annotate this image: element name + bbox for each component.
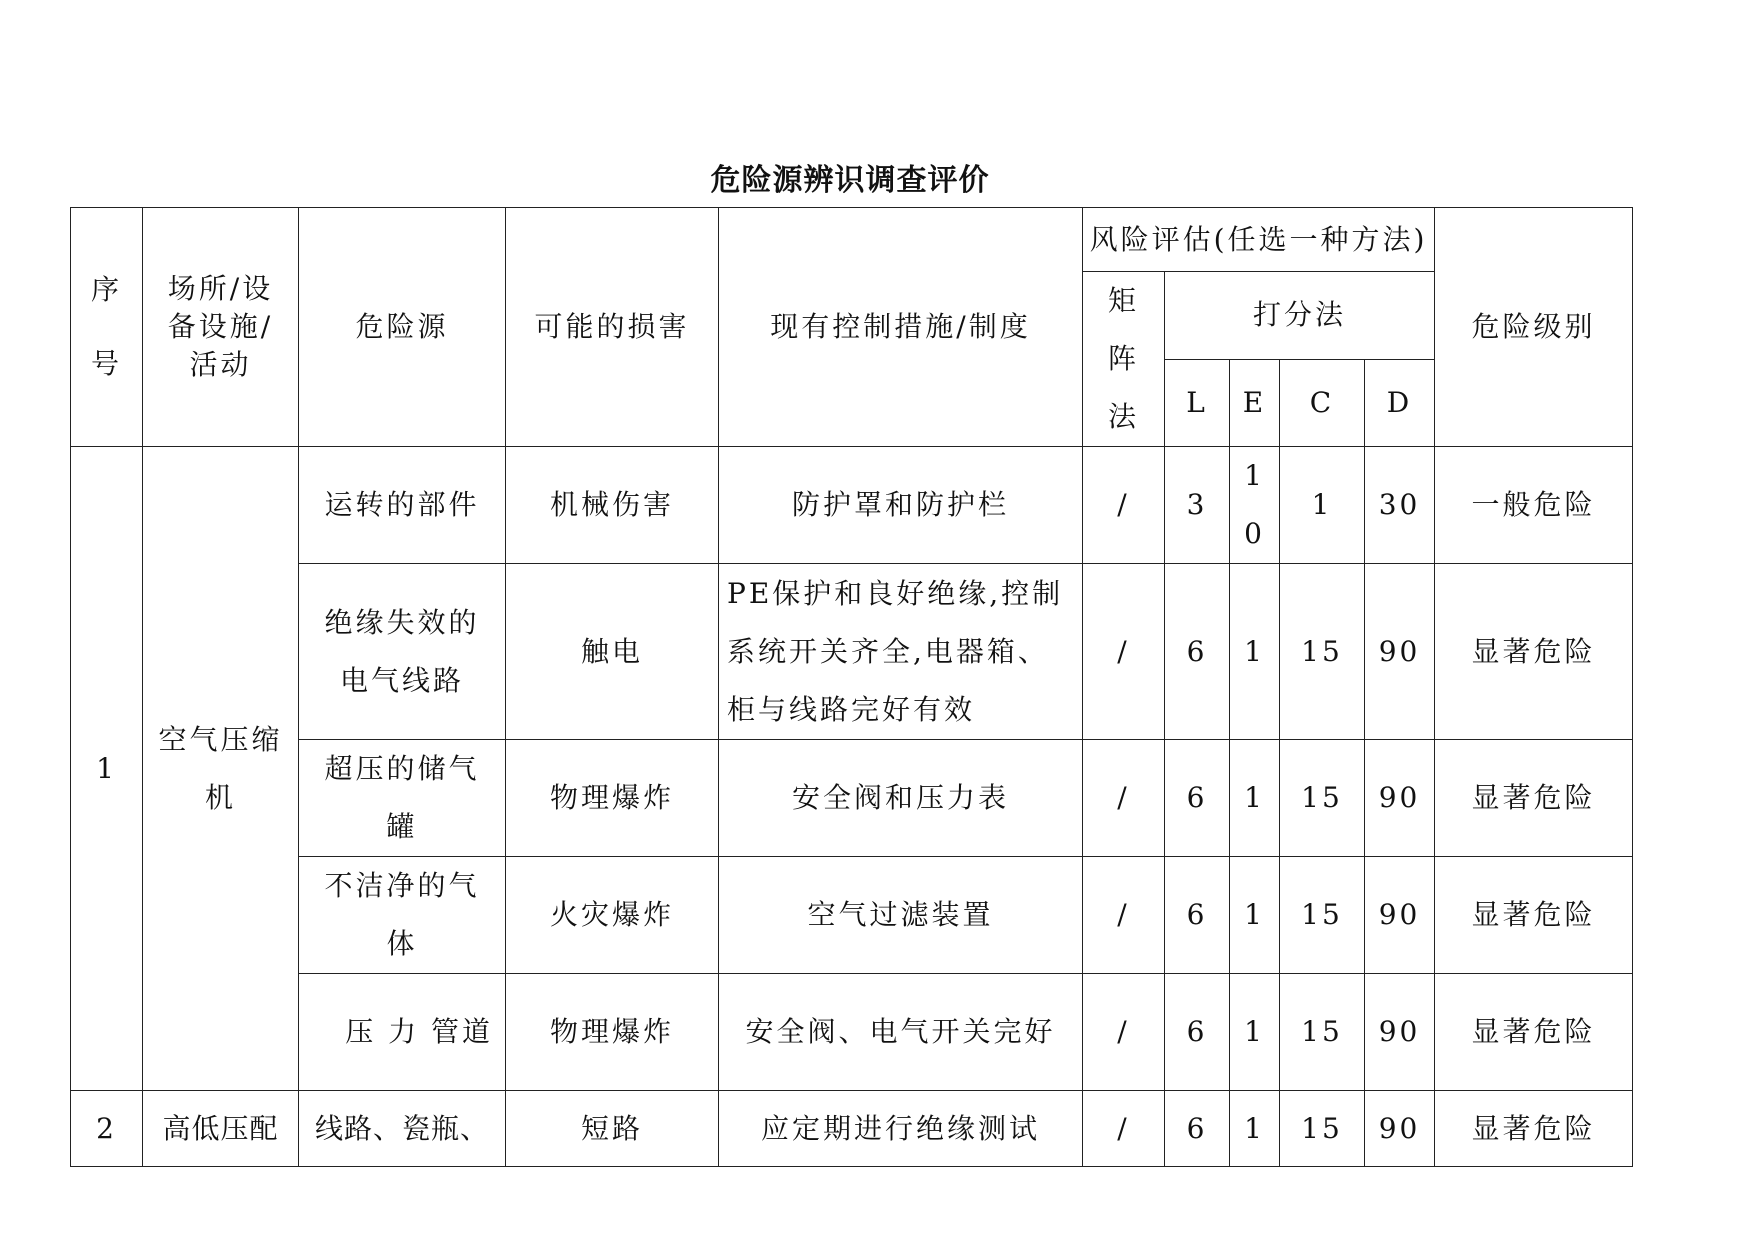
header-scoring: 打分法	[1165, 272, 1435, 360]
cell-matrix: /	[1083, 1091, 1165, 1167]
table-row	[71, 447, 1633, 564]
cell-level: 显著危险	[1435, 740, 1633, 857]
cell-matrix: /	[1083, 564, 1165, 740]
cell-hazard: 不洁净的气体	[299, 857, 506, 974]
header-harm: 可能的损害	[506, 208, 719, 447]
header-control: 现有控制措施/制度	[719, 208, 1083, 447]
cell-D: 90	[1365, 974, 1435, 1091]
cell-E: 1	[1230, 740, 1280, 857]
cell-harm: 触电	[506, 564, 719, 740]
header-place: 场所/设备设施/活动	[143, 208, 299, 447]
cell-L: 3	[1165, 447, 1230, 564]
cell-hazard: 运转的部件	[299, 447, 506, 564]
cell-hazard: 线路、瓷瓶、	[299, 1091, 506, 1167]
header-seq: 序号	[71, 208, 143, 447]
cell-harm: 物理爆炸	[506, 740, 719, 857]
cell-place: 高低压配	[143, 1091, 299, 1167]
cell-harm: 机械伤害	[506, 447, 719, 564]
cell-place: 空气压缩机	[143, 447, 299, 1091]
cell-C: 1	[1280, 447, 1365, 564]
cell-hazard: 超压的储气罐	[299, 740, 506, 857]
cell-control: 空气过滤装置	[719, 857, 1083, 974]
cell-E: 10	[1230, 447, 1280, 564]
cell-L: 6	[1165, 974, 1230, 1091]
cell-D: 90	[1365, 564, 1435, 740]
table-row	[71, 857, 1633, 974]
cell-D: 30	[1365, 447, 1435, 564]
document-title: 危险源辨识调查评价	[710, 163, 990, 198]
cell-matrix: /	[1083, 740, 1165, 857]
header-E: E	[1230, 359, 1280, 447]
header-row-1	[71, 208, 1633, 272]
cell-E: 1	[1230, 857, 1280, 974]
table-row	[71, 740, 1633, 857]
cell-L: 6	[1165, 1091, 1230, 1167]
header-C: C	[1280, 359, 1365, 447]
cell-seq: 1	[71, 447, 143, 1091]
cell-control: 应定期进行绝缘测试	[719, 1091, 1083, 1167]
cell-L: 6	[1165, 857, 1230, 974]
cell-control: PE保护和良好绝缘,控制系统开关齐全,电器箱、柜与线路完好有效	[719, 564, 1083, 740]
cell-E: 1	[1230, 1091, 1280, 1167]
cell-harm: 短路	[506, 1091, 719, 1167]
cell-level: 显著危险	[1435, 564, 1633, 740]
cell-harm: 物理爆炸	[506, 974, 719, 1091]
cell-matrix: /	[1083, 974, 1165, 1091]
cell-matrix: /	[1083, 857, 1165, 974]
table-row	[71, 1091, 1633, 1167]
table-row	[71, 974, 1633, 1091]
cell-D: 90	[1365, 1091, 1435, 1167]
cell-C: 15	[1280, 974, 1365, 1091]
cell-level: 一般危险	[1435, 447, 1633, 564]
cell-hazard: 压 力 管道	[299, 974, 506, 1091]
header-L: L	[1165, 359, 1230, 447]
cell-D: 90	[1365, 857, 1435, 974]
header-matrix: 矩阵法	[1083, 272, 1165, 447]
hazard-table	[70, 207, 1633, 1167]
cell-C: 15	[1280, 740, 1365, 857]
cell-control: 防护罩和防护栏	[719, 447, 1083, 564]
cell-matrix: /	[1083, 447, 1165, 564]
table-row	[71, 564, 1633, 740]
cell-D: 90	[1365, 740, 1435, 857]
header-risk-assessment: 风险评估(任选一种方法)	[1083, 208, 1435, 272]
cell-level: 显著危险	[1435, 857, 1633, 974]
cell-L: 6	[1165, 564, 1230, 740]
cell-seq: 2	[71, 1091, 143, 1167]
cell-E: 1	[1230, 974, 1280, 1091]
cell-C: 15	[1280, 857, 1365, 974]
header-hazard: 危险源	[299, 208, 506, 447]
cell-level: 显著危险	[1435, 974, 1633, 1091]
cell-control: 安全阀、电气开关完好	[719, 974, 1083, 1091]
cell-C: 15	[1280, 564, 1365, 740]
cell-C: 15	[1280, 1091, 1365, 1167]
cell-harm: 火灾爆炸	[506, 857, 719, 974]
header-level: 危险级别	[1435, 208, 1633, 447]
header-D: D	[1365, 359, 1435, 447]
cell-hazard: 绝缘失效的电气线路	[299, 564, 506, 740]
cell-E: 1	[1230, 564, 1280, 740]
cell-control: 安全阀和压力表	[719, 740, 1083, 857]
cell-level: 显著危险	[1435, 1091, 1633, 1167]
cell-L: 6	[1165, 740, 1230, 857]
